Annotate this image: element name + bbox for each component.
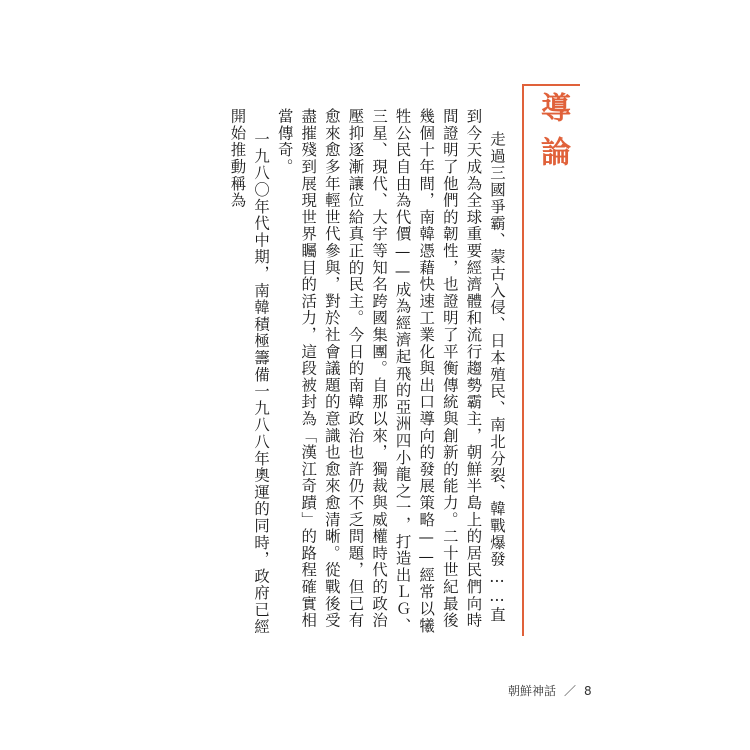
- accent-rule-vertical: [522, 84, 524, 636]
- paragraph-2: 一九八〇年代中期，南韓積極籌備一九八八年奧運的同時，政府已經開始推動稱為: [228, 108, 271, 636]
- running-title: 朝鮮神話: [508, 684, 557, 698]
- page-footer: [508, 682, 592, 699]
- footer-separator: ／: [564, 684, 577, 698]
- body-text: [198, 108, 508, 638]
- chapter-title: 導論: [535, 92, 570, 180]
- page-number: 8: [584, 684, 592, 698]
- paragraph-1: 走過三國爭霸、蒙古入侵、日本殖民、南北分裂、韓戰爆發……直到今天成為全球重要經濟體和流行趨勢霸主，朝鮮半島上的居民們向時間證明了他們的韌性，也證明了平衡傳統與創新的能力。二十世紀最後幾個十年間，南韓憑藉快速工業化與出口導向的發展策略——經常以犧牲公民自由為代價——成為經濟起飛的亞洲四小龍之一，打造出ＬＧ、三星、現代、大宇等知名跨國集團。自那以來，獨裁與威權時代的政治壓抑逐漸讓位給真正的民主。今日的南韓政治也許仍不乏問題，但已有愈來愈多年輕世代參與，對於社會議題的意識也愈來愈清晰。從戰後受盡摧殘到展現世界矚目的活力，這段被封為「漢江奇蹟」的路程確實相當傳奇。: [275, 108, 506, 634]
- accent-rule-top: [524, 84, 580, 86]
